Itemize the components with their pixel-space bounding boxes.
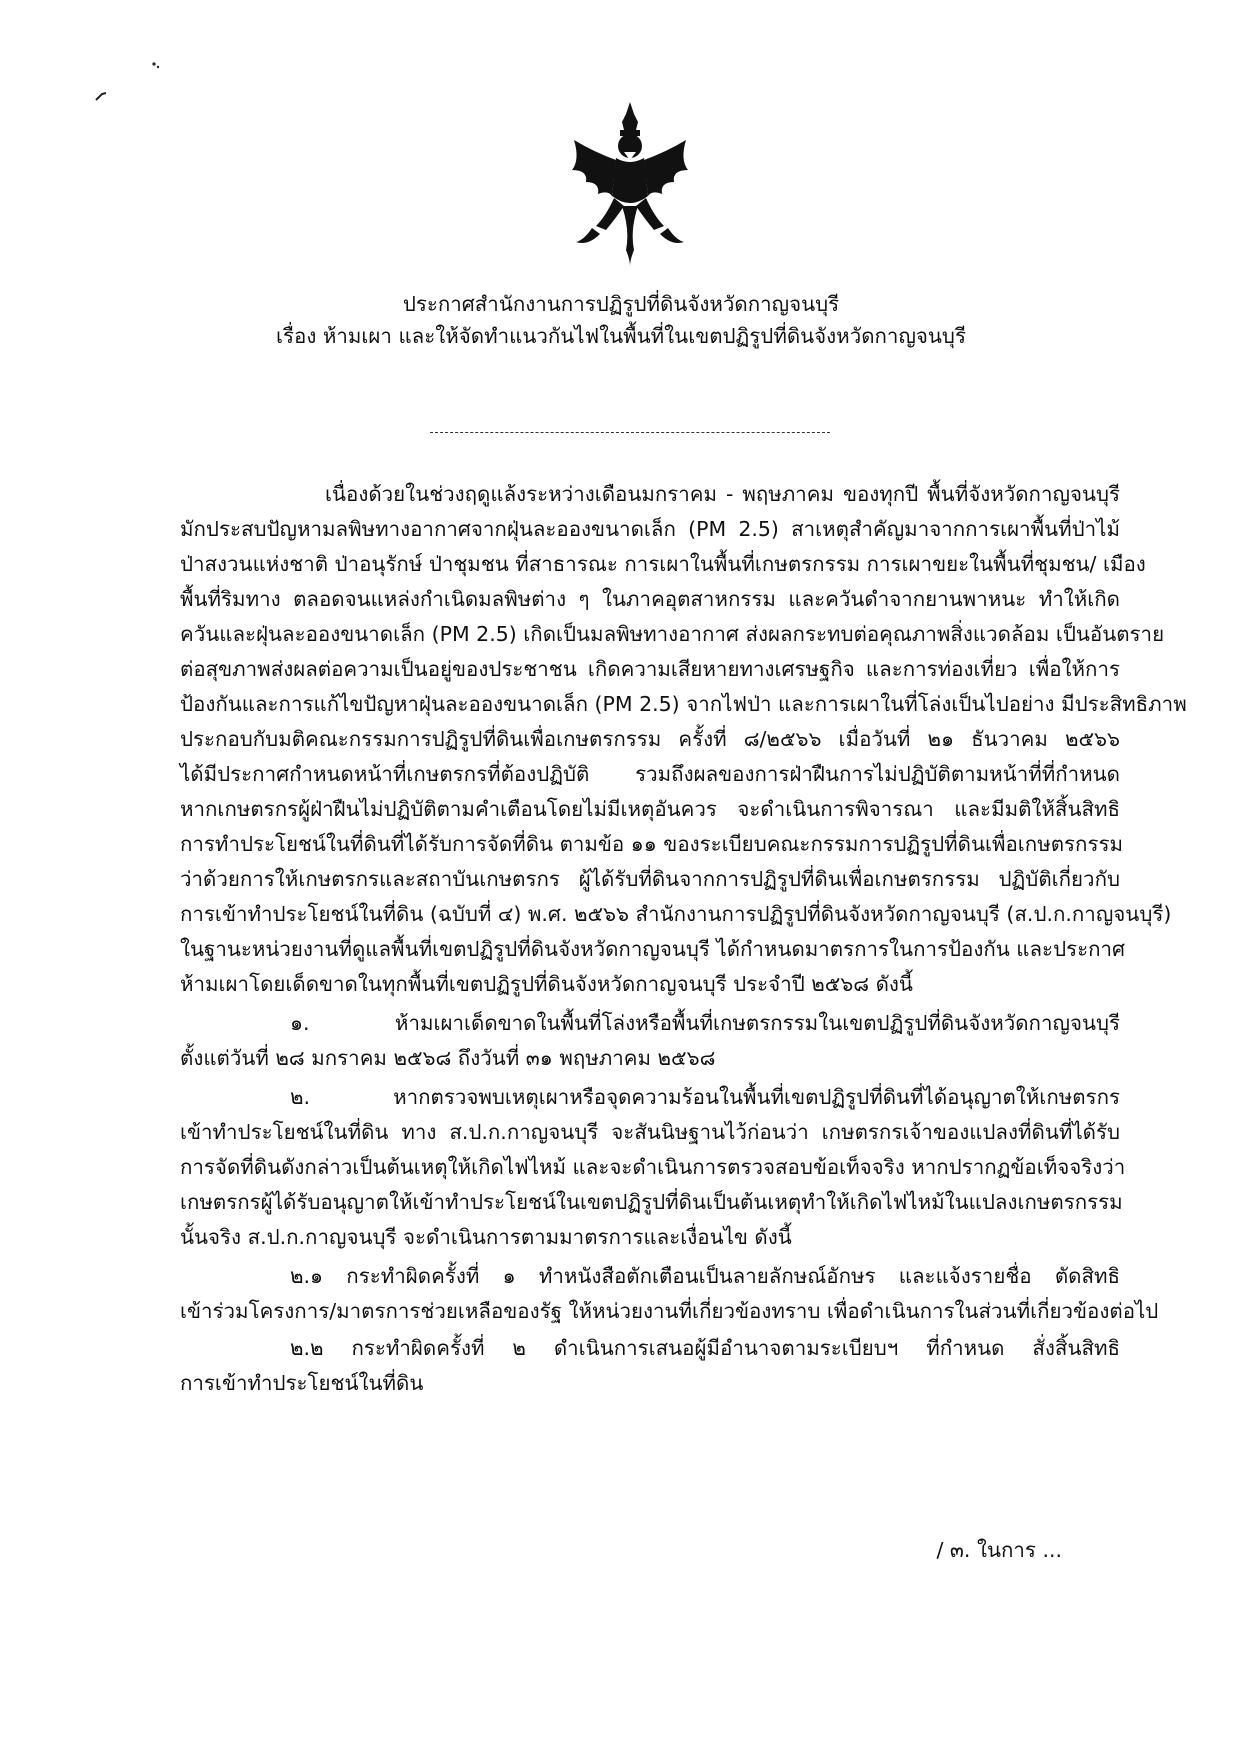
body-line: การเข้าทำประโยชน์ในที่ดิน (ฉบับที่ ๔) พ.ศ. ๒๕๖๖ สำนักงานการปฏิรูปที่ดินจังหวัดกาญจนบุรี (ส.ป.ก.กาญจนบุรี) xyxy=(180,902,1172,926)
body-line: ประกอบกับมติคณะกรรมการปฏิรูปที่ดินเพื่อเกษตรกรรม ครั้งที่ ๘/๒๕๖๖ เมื่อวันที่ ๒๑ ธันวาคม ๒๕๖๖ xyxy=(180,727,1120,751)
body-line: ในฐานะหน่วยงานที่ดูแลพื้นที่เขตปฏิรูปที่ดินจังหวัดกาญจนบุรี ได้กำหนดมาตรการในการป้องกัน และประกาศ xyxy=(180,937,1126,961)
body-line: ป่าสงวนแห่งชาติ ป่าอนุรักษ์ ป่าชุมชน ที่สาธารณะ การเผาในพื้นที่เกษตรกรรม การเผาขยะในพื้นที่ชุมชน/ เมือง xyxy=(180,552,1146,576)
body-line: การทำประโยชน์ในที่ดินที่ได้รับการจัดที่ดิน ตามข้อ ๑๑ ของระเบียบคณะกรรมการปฏิรูปที่ดินเพื่อเกษตรกรรม xyxy=(180,832,1123,856)
body-line: เนื่องด้วยในช่วงฤดูแล้งระหว่างเดือนมกราคม - พฤษภาคม ของทุกปี พื้นที่จังหวัดกาญจนบุรี xyxy=(325,482,1120,506)
header-divider xyxy=(430,432,830,433)
announcement-title: ประกาศสำนักงานการปฏิรูปที่ดินจังหวัดกาญจนบุรี xyxy=(402,292,840,316)
clause-2-line: ๒. หากตรวจพบเหตุเผาหรือจุดความร้อนในพื้นที่เขตปฏิรูปที่ดินที่ได้อนุญาตให้เกษตรกร xyxy=(290,1085,1120,1109)
body-line: พื้นที่ริมทาง ตลอดจนแหล่งกำเนิดมลพิษต่าง ๆ ในภาคอุตสาหกรรม และควันดำจากยานพาหนะ ทำให้เกิด xyxy=(180,587,1120,611)
scan-speck xyxy=(94,90,112,102)
clause-2-1-line: ๒.๑ กระทำผิดครั้งที่ ๑ ทำหนังสือตักเตือนเป็นลายลักษณ์อักษร และแจ้งรายชื่อ ตัดสิทธิ xyxy=(290,1264,1120,1288)
body-line: ว่าด้วยการให้เกษตรกรและสถาบันเกษตรกร ผู้ได้รับที่ดินจากการปฏิรูปที่ดินเพื่อเกษตรกรรม ปฏิบัติเกี่ยวกับ xyxy=(180,867,1120,891)
clause-2-line: นั้นจริง ส.ป.ก.กาญจนบุรี จะดำเนินการตามมาตรการและเงื่อนไข ดังนี้ xyxy=(180,1225,792,1249)
clause-1-line: ๑. ห้ามเผาเด็ดขาดในพื้นที่โล่งหรือพื้นที่เกษตรกรรมในเขตปฏิรูปที่ดินจังหวัดกาญจนบุรี xyxy=(290,1011,1120,1035)
page-continuation: / ๓. ในการ ... xyxy=(936,1538,1062,1562)
body-line: ห้ามเผาโดยเด็ดขาดในทุกพื้นที่เขตปฏิรูปที่ดินจังหวัดกาญจนบุรี ประจำปี ๒๕๖๘ ดังนี้ xyxy=(180,972,913,996)
body-line: ต่อสุขภาพส่งผลต่อความเป็นอยู่ของประชาชน เกิดความเสียหายทางเศรษฐกิจ และการท่องเที่ยว เพื่อให้การ xyxy=(180,657,1120,681)
clause-2-line: เข้าทำประโยชน์ในที่ดิน ทาง ส.ป.ก.กาญจนบุรี จะสันนิษฐานไว้ก่อนว่า เกษตรกรเจ้าของแปลงที่ดินที่ได้รับ xyxy=(180,1120,1120,1144)
clause-2-2-line: ๒.๒ กระทำผิดครั้งที่ ๒ ดำเนินการเสนอผู้มีอำนาจตามระเบียบฯ ที่กำหนด สั่งสิ้นสิทธิ xyxy=(290,1336,1120,1360)
clause-2-2-line: การเข้าทำประโยชน์ในที่ดิน xyxy=(180,1371,424,1395)
announcement-subject: เรื่อง ห้ามเผา และให้จัดทำแนวกันไฟในพื้นที่ในเขตปฏิรูปที่ดินจังหวัดกาญจนบุรี xyxy=(276,324,966,348)
body-line: ป้องกันและการแก้ไขปัญหาฝุ่นละอองขนาดเล็ก (PM 2.5) จากไฟป่า และการเผาในที่โล่งเป็นไปอย่าง มีประสิทธิภาพ xyxy=(180,692,1187,716)
scan-speck xyxy=(150,60,162,70)
clause-1-line: ตั้งแต่วันที่ ๒๘ มกราคม ๒๕๖๘ ถึงวันที่ ๓๑ พฤษภาคม ๒๕๖๘ xyxy=(180,1046,716,1070)
body-line: ควันและฝุ่นละอองขนาดเล็ก (PM 2.5) เกิดเป็นมลพิษทางอากาศ ส่งผลกระทบต่อคุณภาพสิ่งแวดล้อม เป็นอันตราย xyxy=(180,622,1165,646)
garuda-emblem-icon xyxy=(566,100,694,268)
clause-2-line: เกษตรกรผู้ได้รับอนุญาตให้เข้าทำประโยชน์ในเขตปฏิรูปที่ดินเป็นต้นเหตุทำให้เกิดไฟไหม้ในแปลงเกษตรกรรม xyxy=(180,1190,1123,1214)
body-line: มักประสบปัญหามลพิษทางอากาศจากฝุ่นละอองขนาดเล็ก (PM 2.5) สาเหตุสำคัญมาจากการเผาพื้นที่ป่าไม้ xyxy=(180,517,1120,541)
clause-2-1-line: เข้าร่วมโครงการ/มาตรการช่วยเหลือของรัฐ ให้หน่วยงานที่เกี่ยวข้องทราบ เพื่อดำเนินการในส่วนที่เกี่ยวข้องต่อไป xyxy=(180,1299,1159,1323)
body-line: ได้มีประกาศกำหนดหน้าที่เกษตรกรที่ต้องปฏิบัติ รวมถึงผลของการฝ่าฝืนการไม่ปฏิบัติตามหน้าที่ที่กำหนด xyxy=(180,762,1120,786)
body-line: หากเกษตรกรผู้ฝ่าฝืนไม่ปฏิบัติตามคำเตือนโดยไม่มีเหตุอันควร จะดำเนินการพิจารณา และมีมติให้สิ้นสิทธิ xyxy=(180,797,1120,821)
clause-2-line: การจัดที่ดินดังกล่าวเป็นต้นเหตุให้เกิดไฟไหม้ และจะดำเนินการตรวจสอบข้อเท็จจริง หากปรากฏข้อเท็จจริงว่า xyxy=(180,1155,1126,1179)
